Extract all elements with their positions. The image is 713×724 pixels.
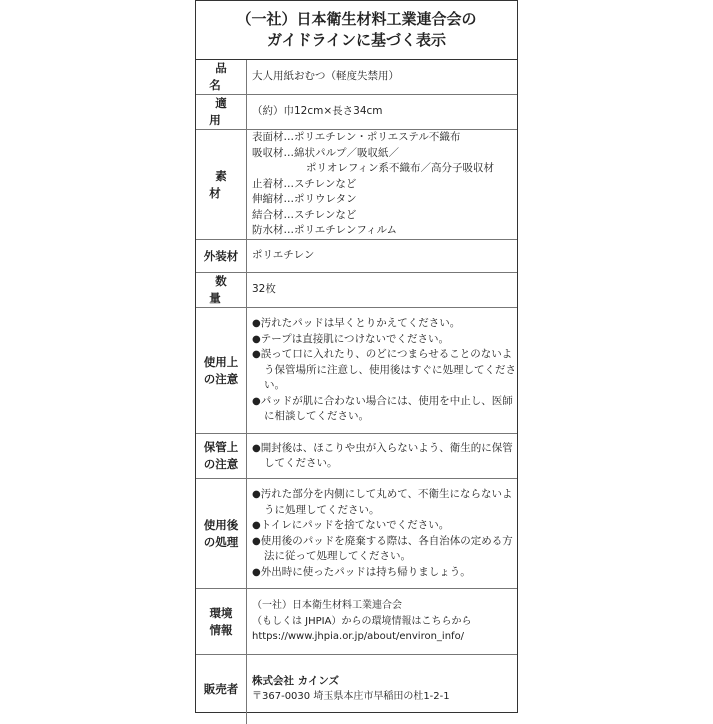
value-seller — [247, 655, 518, 724]
key-outer-packaging: 外装材 — [196, 240, 247, 273]
row-materials — [196, 130, 517, 240]
product-label — [195, 0, 518, 713]
row-size — [196, 95, 517, 130]
material-line: 伸縮材…ポリウレタン — [252, 193, 357, 206]
value-environment-info — [247, 589, 518, 655]
disposal-item: ● 外出時に使ったパッドは持ち帰りましょう。 — [252, 565, 517, 581]
key-seller: 販売者 — [196, 655, 247, 724]
key-size: 適 用 — [196, 95, 247, 130]
row-product-name — [196, 60, 517, 95]
material-line: 吸収材…綿状パルプ／吸収紙／ — [252, 146, 399, 159]
row-disposal — [196, 479, 517, 589]
header-line-1: （一社）日本衛生材料工業連合会の — [236, 10, 477, 28]
usage-note-item: ● 誤って口に入れたり、のどにつまらせることのないよう保管場所に注意し、使用後はすぐに処理してください。 — [252, 347, 517, 394]
value-outer-packaging: ポリエチレン — [247, 240, 518, 273]
storage-note-item: ● 開封後は、ほこりや虫が入らないよう、衛生的に保管してください。 — [252, 441, 517, 472]
environment-line: （一社）日本衛生材料工業連合会 — [252, 600, 402, 612]
row-quantity — [196, 273, 517, 308]
row-storage-notes — [196, 434, 517, 479]
value-materials — [247, 130, 518, 240]
value-storage-notes — [247, 434, 518, 479]
material-line: 結合材…スチレンなど — [252, 208, 357, 221]
usage-note-item: ● パッドが肌に合わない場合には、使用を中止し、医師に相談してください。 — [252, 394, 517, 425]
key-usage-notes: 使用上 の注意 — [196, 308, 247, 434]
row-outer-packaging — [196, 240, 517, 273]
value-disposal — [247, 479, 518, 589]
disposal-item: ● トイレにパッドを捨てないでください。 — [252, 518, 517, 534]
value-quantity: 32枚 — [247, 273, 518, 308]
material-line: 止着材…スチレンなど — [252, 177, 357, 190]
value-size: （約）巾12cm×長さ34cm — [247, 95, 518, 130]
material-line: 防水材…ポリエチレンフィルム — [252, 224, 398, 237]
value-usage-notes — [247, 308, 518, 434]
environment-url: https://www.jhpia.or.jp/about/environ_info/ — [252, 631, 465, 643]
key-storage-notes: 保管上 の注意 — [196, 434, 247, 479]
usage-note-item: ● テープは直接肌につけないでください。 — [252, 332, 517, 348]
label-header — [196, 1, 517, 60]
material-line: ポリオレフィン系不織布／高分子吸収材 — [306, 162, 495, 175]
value-product-name: 大人用紙おむつ（軽度失禁用） — [252, 70, 399, 83]
key-environment-info: 環境 情報 — [196, 589, 247, 655]
usage-note-item: ● 汚れたパッドは早くとりかえてください。 — [252, 316, 517, 332]
row-seller — [196, 655, 517, 724]
key-quantity: 数 量 — [196, 273, 247, 308]
disposal-item: ● 使用後のパッドを廃棄する際は、各自治体の定める方法に従って処理してください。 — [252, 534, 517, 565]
row-usage-notes — [196, 308, 517, 434]
environment-line: （もしくは JHPIA）からの環境情報はこちらから — [252, 615, 472, 627]
key-disposal: 使用後 の処理 — [196, 479, 247, 589]
material-line: 表面材…ポリエチレン・ポリエステル不織布 — [252, 131, 461, 144]
disposal-item: ● 汚れた部分を内側にして丸めて、不衛生にならないように処理してください。 — [252, 487, 517, 518]
key-product-name: 品 名 — [196, 60, 247, 95]
seller-address: 〒367-0030 埼玉県本庄市早稲田の杜1-2-1 — [252, 691, 450, 703]
key-materials: 素 材 — [196, 130, 247, 240]
seller-company: 株式会社 カインズ — [252, 674, 340, 687]
row-environment-info — [196, 589, 517, 655]
header-line-2: ガイドラインに基づく表示 — [266, 31, 447, 49]
label-table — [196, 60, 517, 724]
